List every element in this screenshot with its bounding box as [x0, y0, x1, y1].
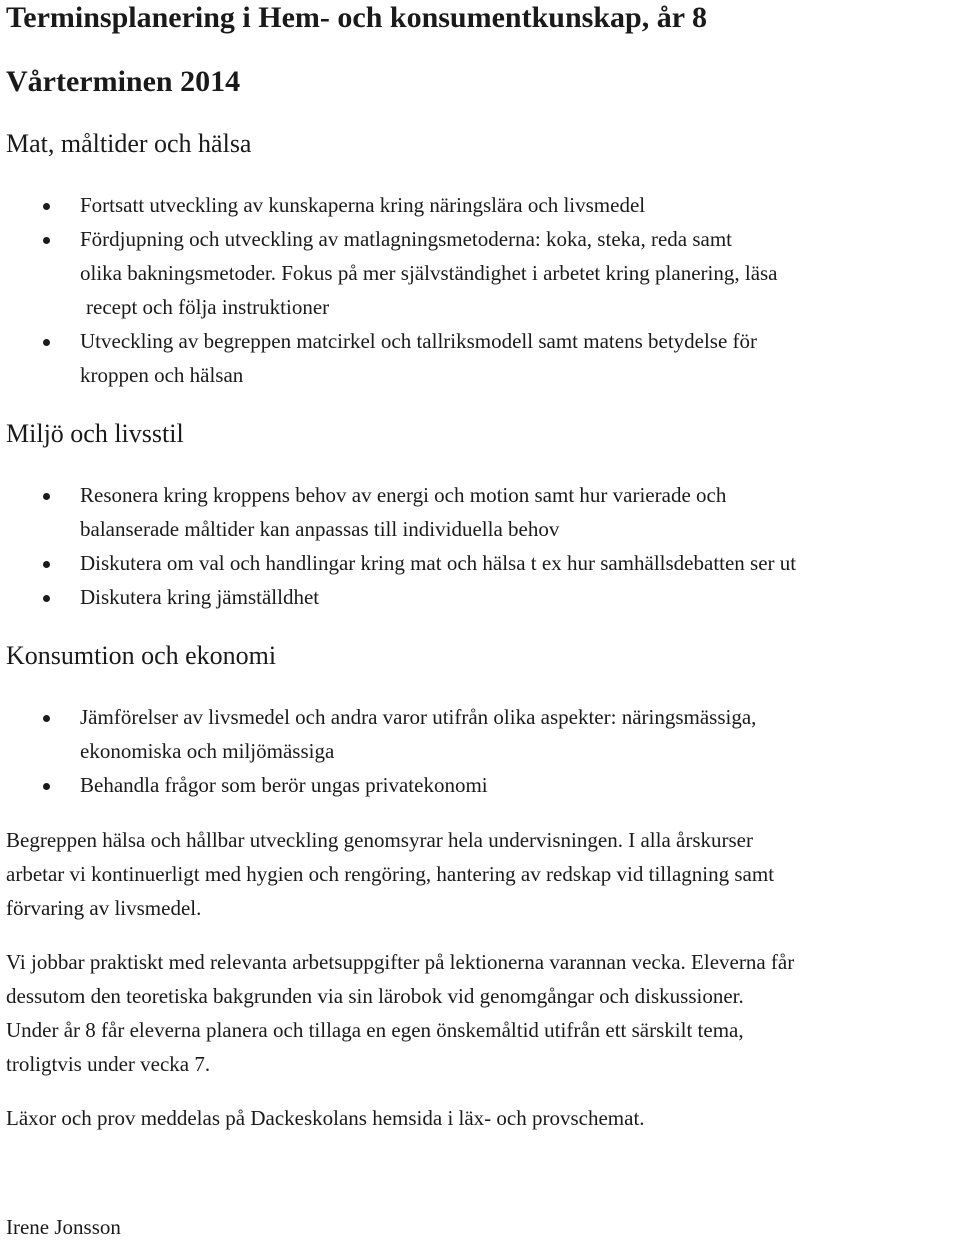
- list-item-text: kroppen och hälsan: [80, 363, 244, 387]
- paragraph-line: Vi jobbar praktiskt med relevanta arbetsuppgifter på lektionerna varannan vecka. Eleverna får: [6, 950, 795, 974]
- list-item: [0, 478, 960, 546]
- list-item-text: Utveckling av begreppen matcirkel och tallriksmodell samt matens betydelse för: [80, 329, 758, 353]
- list-item-text: olika bakningsmetoder. Fokus på mer självständighet i arbetet kring planering, läsa: [80, 261, 778, 285]
- section-heading-mat: Mat, måltider och hälsa: [6, 129, 252, 158]
- paragraph-line: arbetar vi kontinuerligt med hygien och rengöring, hantering av redskap vid tillagning samt: [6, 862, 775, 886]
- list-item-text: Diskutera kring jämställdhet: [80, 585, 320, 609]
- paragraph-line: Begreppen hälsa och hållbar utveckling genomsyrar hela undervisningen. I alla årskurser: [6, 828, 753, 852]
- bullet-icon: [43, 561, 50, 568]
- list-item: [0, 580, 960, 614]
- paragraph-line: dessutom den teoretiska bakgrunden via sin lärobok vid genomgångar och diskussioner.: [6, 984, 744, 1008]
- list-item: [0, 324, 960, 392]
- paragraph-line: Under år 8 får eleverna planera och tillaga en egen önskemåltid utifrån ett särskilt tema,: [6, 1018, 744, 1042]
- bullet-icon: [43, 595, 50, 602]
- paragraph-praktiskt: [6, 945, 794, 1081]
- bullet-list-mat: [0, 188, 960, 392]
- paragraph-laxor: [6, 1101, 645, 1135]
- bullet-icon: [43, 237, 50, 244]
- list-item: [0, 546, 960, 580]
- signature: Irene Jonsson: [6, 1215, 121, 1239]
- section-heading-miljo: Miljö och livsstil: [6, 419, 184, 448]
- list-item-text: Fördjupning och utveckling av matlagningsmetoderna: koka, steka, reda samt: [80, 227, 733, 251]
- paragraph-line: troligtvis under vecka 7.: [6, 1052, 211, 1076]
- bullet-icon: [43, 203, 50, 210]
- list-item: [0, 768, 960, 802]
- section-heading-konsumtion: Konsumtion och ekonomi: [6, 641, 277, 670]
- bullet-icon: [43, 783, 50, 790]
- document-title: Terminsplanering i Hem- och konsumentkunskap, år 8: [6, 1, 707, 34]
- list-item-text: Fortsatt utveckling av kunskaperna kring näringslära och livsmedel: [80, 193, 646, 217]
- bullet-list-miljo: [0, 478, 960, 614]
- list-item-text: Diskutera om val och handlingar kring mat och hälsa t ex hur samhällsdebatten ser ut: [80, 551, 797, 575]
- paragraph-line: förvaring av livsmedel.: [6, 896, 202, 920]
- bullet-icon: [43, 493, 50, 500]
- list-item: [0, 188, 960, 222]
- list-item: [0, 700, 960, 768]
- bullet-list-konsumtion: [0, 700, 960, 802]
- paragraph-line: Läxor och prov meddelas på Dackeskolans hemsida i läx- och provschemat.: [6, 1106, 645, 1130]
- bullet-icon: [43, 339, 50, 346]
- list-item-text: Jämförelser av livsmedel och andra varor utifrån olika aspekter: näringsmässiga,: [80, 705, 757, 729]
- list-item-text: Resonera kring kroppens behov av energi och motion samt hur varierade och: [80, 483, 727, 507]
- bullet-icon: [43, 715, 50, 722]
- document-subtitle: Vårterminen 2014: [6, 65, 241, 98]
- list-item-text: recept och följa instruktioner: [86, 295, 330, 319]
- list-item-text: balanserade måltider kan anpassas till individuella behov: [80, 517, 560, 541]
- list-item-text: Behandla frågor som berör ungas privatekonomi: [80, 773, 488, 797]
- list-item: [0, 222, 960, 324]
- list-item-text: ekonomiska och miljömässiga: [80, 739, 335, 763]
- paragraph-halsa: [6, 823, 774, 925]
